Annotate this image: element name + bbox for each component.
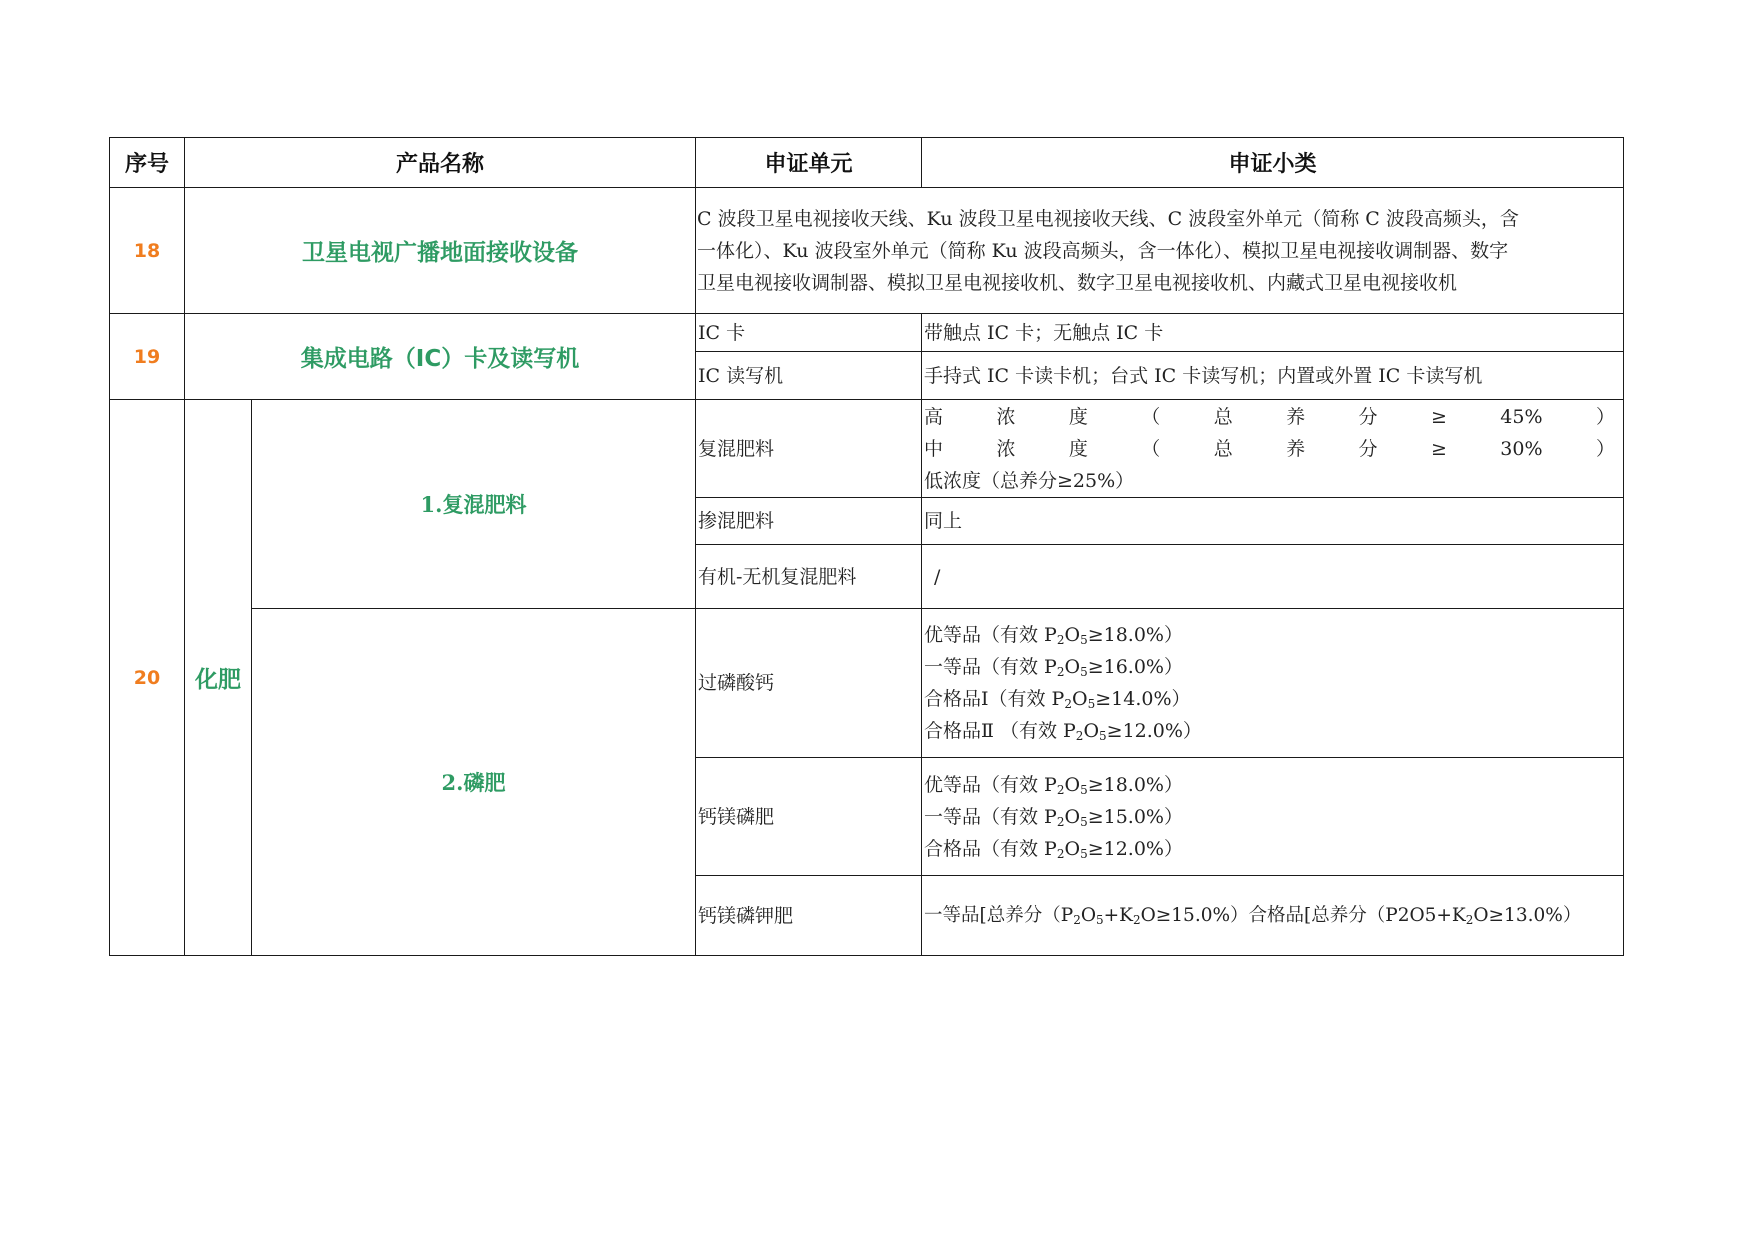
header-row [110,138,1624,188]
hc-w10: ） [1595,405,1615,428]
seq-19: 19 [110,314,185,400]
table-row-18 [110,188,1624,314]
table-row-19a [110,314,1624,352]
subclass-18-line-3: 卫星电视接收调制器、模拟卫星电视接收机、数字卫星电视接收机、内藏式卫星电视接收机 [697,271,1458,294]
subclass-18-line-2: 一体化）、Ku 波段室外单元（简称 Ku 波段高频头，含一体化）、模拟卫星电视接收调制器、数字 [697,239,1509,262]
subclass-18-line-1: C 波段卫星电视接收天线、Ku 波段卫星电视接收天线、C 波段室外单元（简称 C 波段高频头，含 [697,207,1519,230]
mc-w7: 分 [1358,437,1378,460]
header-subclass: 申证小类 [922,138,1624,188]
unit-superphosphate: 过磷酸钙 [696,609,922,758]
hc-w3: 度 [1068,405,1088,428]
hc-w1: 高 [924,405,944,428]
header-unit: 申证单元 [696,138,922,188]
unit-calcium-magnesium-phosphate-potash: 钙镁磷钾肥 [696,876,922,956]
mc-w8: ≥ [1430,437,1447,460]
unit-compound: 复混肥料 [696,400,922,498]
certification-table [109,137,1624,956]
cmp-line-3: 合格品（有效 $P_2O_5\ge 12.0\%$） [924,837,1183,861]
unit-calcium-magnesium-phosphate: 钙镁磷肥 [696,758,922,876]
hc-w5: 总 [1213,405,1233,428]
superphosphate-line-4: 合格品Ⅱ （有效 $P_2O_5\ge 12.0\%$） [924,720,1202,743]
table-row-20-4 [110,609,1624,758]
mc-w9: 30% [1500,437,1543,460]
hc-w6: 养 [1286,405,1306,428]
hc-w8: ≥ [1430,405,1447,428]
low-concentration-line: 低浓度（总养分≥25%） [924,469,1135,492]
hc-w9: 45% [1500,405,1543,428]
mc-w10: ） [1595,437,1615,460]
subclass-blended: 同上 [922,498,1624,545]
product-19: 集成电路（IC）卡及读写机 [185,314,696,400]
group-phosphate-fertilizer: 2.磷肥 [252,609,696,956]
medium-concentration-line [924,433,1615,465]
mc-w1: 中 [924,437,944,460]
superphosphate-line-1: 优等品（有效 $P_2O_5\ge 18.0\%$） [924,624,1183,647]
mc-w2: 浓 [996,437,1016,460]
seq-18: 18 [110,188,185,314]
superphosphate-line-2: 一等品（有效 $P_2O_5\ge 16.0\%$） [924,656,1183,679]
subclass-calcium-magnesium-phosphate-potash [922,876,1624,956]
unit-ic-card: IC 卡 [696,314,922,352]
mc-w5: 总 [1213,437,1233,460]
cmpp-line: 一等品[总养分$(P_2O_5+K_2O\ge 15.0\%)$合格品[总养分$(P2O5+K_2O\ge 13.0\%)$ [924,904,1582,927]
cmp-line-2: 一等品（有效 $P_2O_5\ge 15.0\%$） [924,805,1183,829]
hc-w2: 浓 [996,405,1016,428]
table-row-20-1 [110,400,1624,498]
subclass-calcium-magnesium-phosphate [922,758,1624,876]
header-seq: 序号 [110,138,185,188]
hc-w7: 分 [1358,405,1378,428]
unit-blended: 掺混肥料 [696,498,922,545]
high-concentration-line [924,401,1615,433]
group-compound-fertilizer: 1.复混肥料 [252,400,696,609]
cmp-line-1: 优等品（有效 $P_2O_5\ge 18.0\%$） [924,773,1183,797]
subclass-superphosphate [922,609,1624,758]
mc-w4: （ [1141,437,1161,460]
subclass-ic-card: 带触点 IC 卡；无触点 IC 卡 [922,314,1624,352]
seq-20: 20 [110,400,185,956]
unit-organic-inorganic: 有机-无机复混肥料 [696,545,922,609]
subclass-organic-inorganic: / [922,545,1624,609]
subclass-compound [922,400,1624,498]
header-product: 产品名称 [185,138,696,188]
hc-w4: （ [1141,405,1161,428]
product-18: 卫星电视广播地面接收设备 [185,188,696,314]
mc-w3: 度 [1068,437,1088,460]
mc-w6: 养 [1286,437,1306,460]
category-fertilizer: 化肥 [185,400,252,956]
subclass-18 [696,188,1624,314]
superphosphate-line-3: 合格品Ⅰ（有效 $P_2O_5\ge 14.0\%$） [924,688,1191,711]
unit-ic-reader: IC 读写机 [696,352,922,400]
subclass-ic-reader: 手持式 IC 卡读卡机；台式 IC 卡读写机；内置或外置 IC 卡读写机 [922,352,1624,400]
